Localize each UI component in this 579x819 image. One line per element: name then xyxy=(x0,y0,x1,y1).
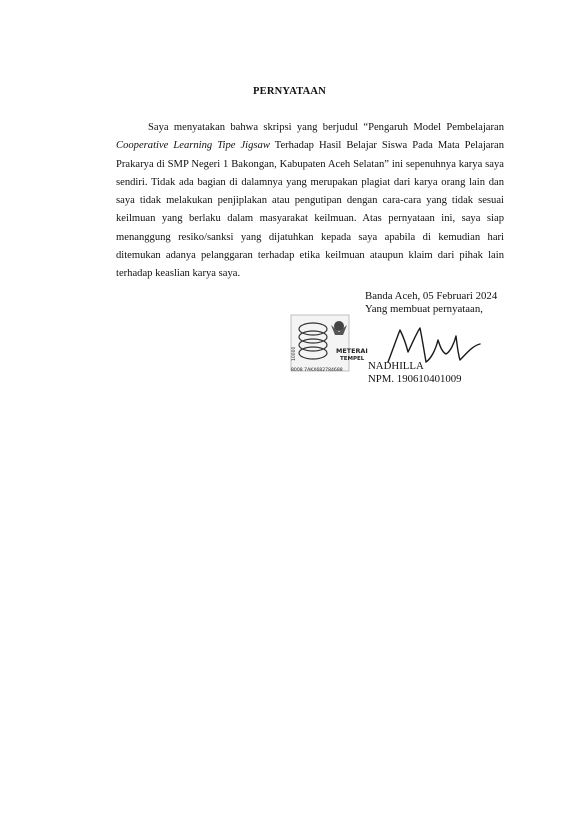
thesis-title-italic: Cooperative Learning Tipe Jigsaw xyxy=(116,140,270,152)
stamp-subtitle: TEMPEL xyxy=(340,356,365,362)
page-title: PERNYATAAN xyxy=(253,86,326,97)
statement-text-start: Saya menyatakan bahwa skripsi yang berjudul “Pengaruh Model Pembelajaran xyxy=(148,122,504,133)
statement-text-rest: Terhadap Hasil Belajar Siswa Pada Mata Pelajaran Prakarya di SMP Negeri 1 Bakongan, Kabupaten Aceh Selatan” ini sepenuhnya karya saya sendiri. Tidak ada bagian di dalamnya yang merupakan plagiat dari karya orang lain dan saya tidak melakukan penjiplakan atau pengutipan dengan cara-cara yang tidak sesuai keilmuan yang berlaku dalam masyarakat keilmuan. Atas pernyataan ini, saya siap menanggung resiko/sanksi yang dijatuhkan kepada saya apabila di kemudian hari ditemukan adanya pelanggaran terhadap etika keilmuan ataupun klaim dari pihak lain terhadap keaslian karya saya. xyxy=(116,140,504,280)
signer-name: NADHILLA xyxy=(368,360,424,372)
statement-paragraph xyxy=(116,119,504,284)
stamp-vertical-number: 10000 xyxy=(292,346,297,361)
signer-block xyxy=(368,360,462,385)
stamp-serial: 8008 7AKX682784688 xyxy=(291,368,343,373)
maker-label: Yang membuat pernyataan, xyxy=(365,303,483,315)
place-date: Banda Aceh, 05 Februari 2024 xyxy=(365,290,498,302)
signer-npm: NPM. 190610401009 xyxy=(368,372,462,385)
statement-body xyxy=(116,119,504,284)
stamp-title: METERAI xyxy=(336,347,368,355)
